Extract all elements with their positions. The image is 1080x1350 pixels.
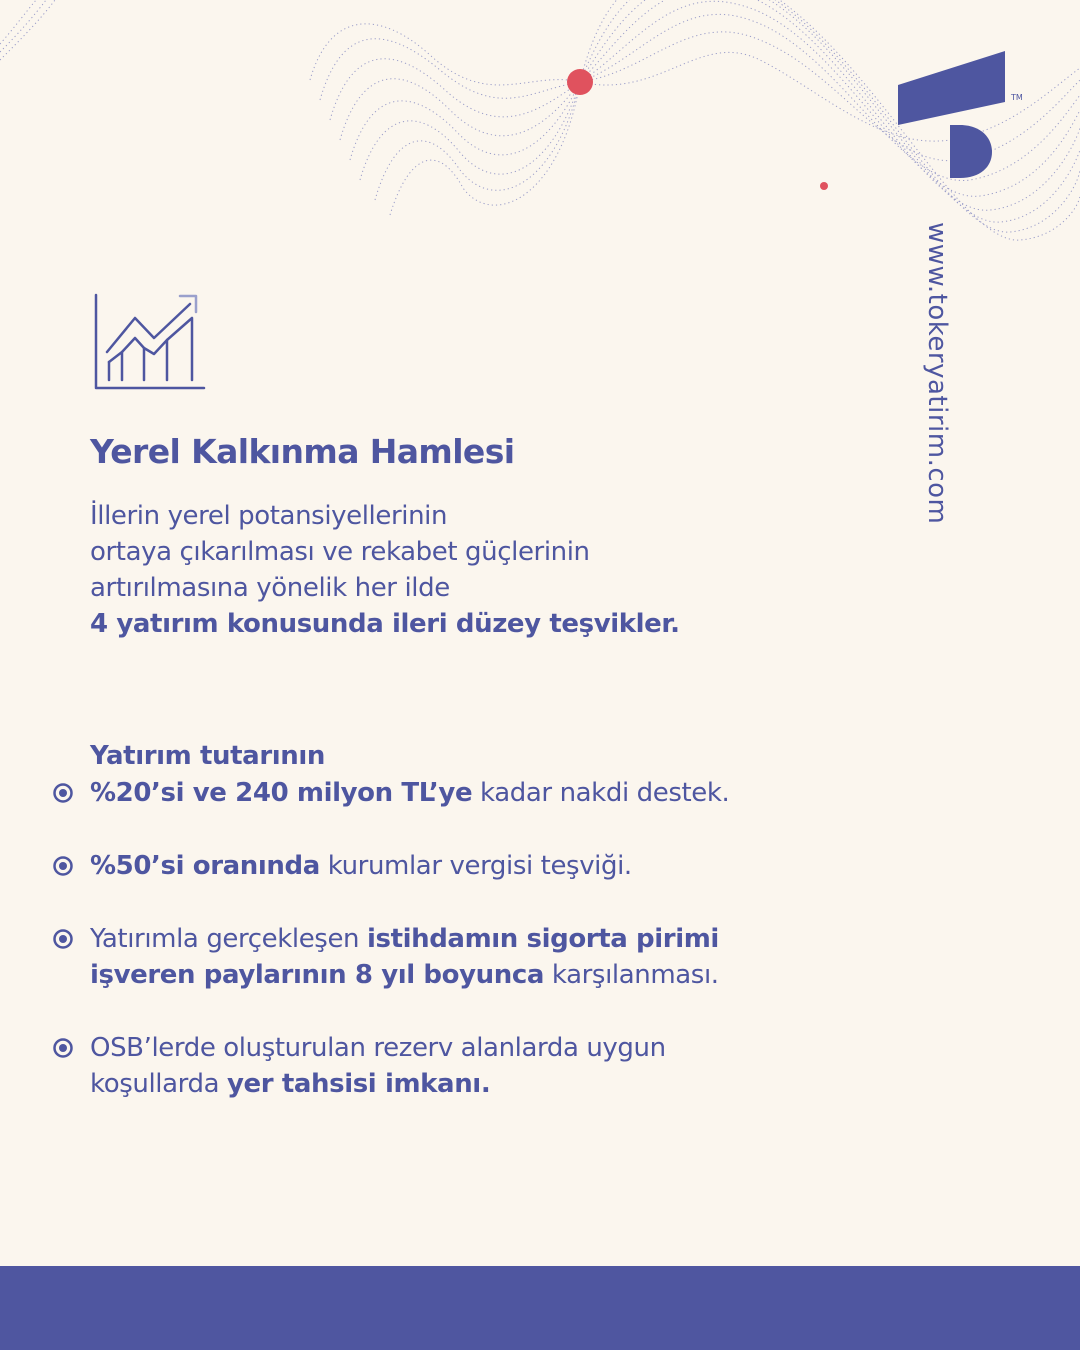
bullet-3-normal-a: Yatırımla gerçekleşen — [90, 924, 367, 954]
bullet-4-normal-b: koşullarda — [90, 1069, 227, 1099]
intro-line-2: ortaya çıkarılması ve rekabet güçlerinin — [90, 537, 590, 567]
bullet-text-4 — [90, 1030, 850, 1102]
trademark-label: TM — [1011, 93, 1023, 102]
bullets-lead: Yatırım tutarının — [90, 741, 325, 771]
intro-line-1: İllerin yerel potansiyellerinin — [90, 501, 448, 531]
footer-band — [0, 1266, 1080, 1350]
target-bullet-icon — [53, 856, 73, 876]
red-dot-large — [567, 69, 593, 95]
bullet-4-normal-a: OSB’lerde oluşturulan rezerv alanlarda uygun — [90, 1033, 666, 1063]
website-url[interactable]: www.tokeryatirim.com — [922, 222, 952, 525]
bullet-text-1 — [90, 775, 850, 811]
bullet-3-bold-b: işveren paylarının 8 yıl boyunca — [90, 960, 545, 990]
bullet-4-bold: yer tahsisi imkanı. — [226, 1069, 491, 1099]
bullet-text-3 — [90, 921, 850, 993]
target-bullet-icon — [53, 929, 73, 949]
bullet-3-normal-b: karşılanması. — [544, 960, 719, 990]
bullet-3-bold-a: istihdamın sigorta pirimi — [366, 924, 719, 954]
toker-logo-icon — [895, 48, 1025, 183]
page-title: Yerel Kalkınma Hamlesi — [90, 432, 515, 471]
intro-line-3: artırılmasına yönelik her ilde — [90, 573, 450, 603]
bullet-2-bold: %50’si oranında — [90, 851, 320, 881]
intro-paragraph — [90, 498, 680, 642]
growth-chart-icon — [92, 292, 208, 396]
bullet-1-normal: kadar nakdi destek. — [472, 778, 730, 808]
red-dot-small — [820, 182, 828, 190]
bullet-1-bold: %20’si ve 240 milyon TL’ye — [90, 778, 473, 808]
target-bullet-icon — [53, 783, 73, 803]
intro-line-4: 4 yatırım konusunda ileri düzey teşvikler. — [90, 609, 680, 639]
bullet-2-normal: kurumlar vergisi teşviği. — [319, 851, 632, 881]
bullet-text-2 — [90, 848, 850, 884]
target-bullet-icon — [53, 1038, 73, 1058]
